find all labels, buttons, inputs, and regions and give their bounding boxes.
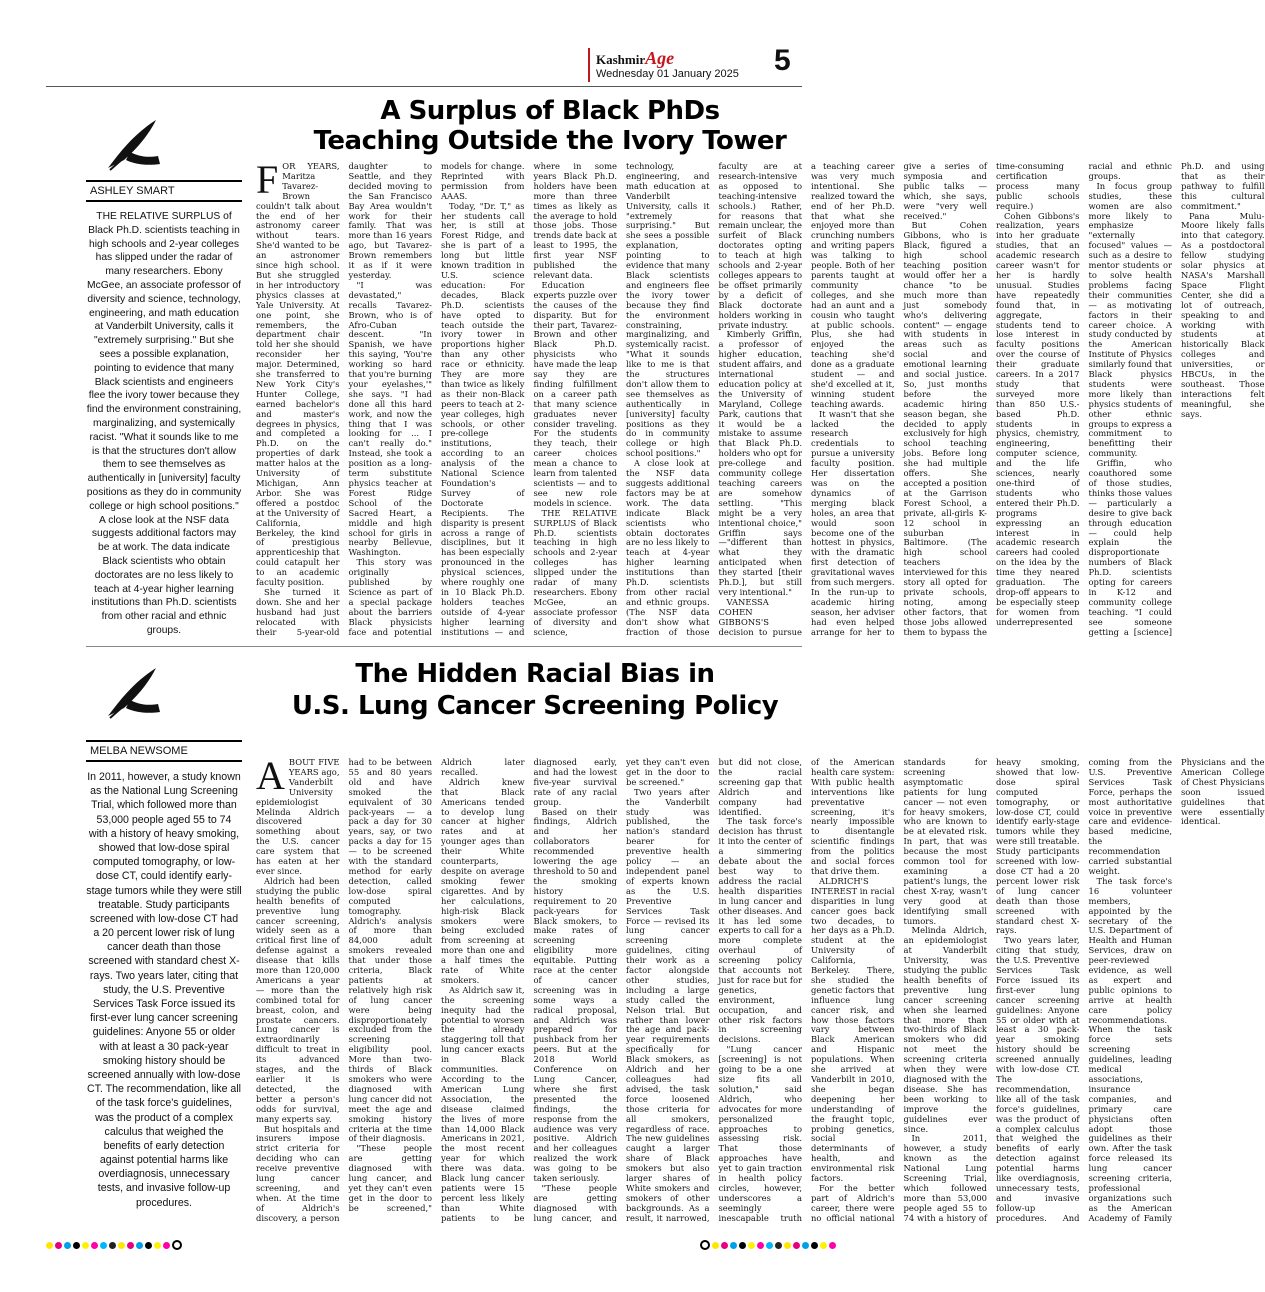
article1-paragraph: Education experts puzzle over the causes of the disparity. But for their part, Tavarez-Brown and other Black Ph.D. physicists who have made the leap say they are finding fulfillment on a career path that many science graduates never consider traveling. For the students they teach, their career choices mean a chance to learn from talented scientists — and to see new role models in science. [533, 279, 617, 508]
registration-dot [766, 1242, 773, 1249]
article1-summary: THE RELATIVE SURPLUS of Black Ph.D. scientists teaching in high schools and 2-year colleges has slipped under the radar of many researchers. Ebony McGee, an associate professor of diversity and science, technology, engineering, and math education at Vanderbilt University, calls it "extremely surprising." But she sees a possible explanation, pointing to evidence that many Black scientists and engineers flee the ivory tower because they find the environment constraining, marginalizing, and systemically racist. "What it sounds like to me is that the structures don't allow them to see themselves as authentically in [university] faculty positions as they do in community college or high school positions." A close look at the NSF data suggests additional factors may be at work. The data indicate Black scientists who obtain doctorates are no less likely to teach at 4-year higher learning institutions than Ph.D. scientists from other racial and ethnic groups. [86, 211, 242, 636]
brand-prefix: Kashmir [596, 52, 646, 67]
top-rule [46, 86, 802, 87]
registration-dot [775, 1242, 782, 1249]
print-color-marks-left [46, 1240, 182, 1250]
article1-paragraph: Kimberly Griffin, a professor of higher education, student affairs, and international education policy at the University of Maryland, College Park, cautions that it would be a mistake to assume that Black Ph.D. holders who opt for pre-college and community college teaching careers are somehow settling. "This might be a very intentional choice," Griffin says—"different than what they anticipated when they started [their Ph.D.], but still very intentional." [718, 329, 802, 597]
article1-paragraph: It wasn't that she lacked the research credentials to pursue a university faculty position. Her dissertation was on the dynamics of merging black holes, an area that would soon become one of the hottest in physics, with the dramatic first detection of gravitational waves from such mergers. In the run-up to academic hiring season, her adviser had even helped arrange for her to give a series of symposia and public talks — which, she says, were "very well received." [811, 161, 987, 637]
article2-summary: In 2011, however, a study known as the National Lung Screening Trial, which followed more than 53,000 people aged 55 to 74 with a history of heavy smoking, showed that low-dose spiral computed tomography, or low-dose CT, could identify early-stage tumors while they were still treatable. Study participants screened with low-dose CT had a 20 percent lower risk of lung cancer death than those screened with standard chest X-rays. Two years later, citing that study, the U.S. Preventive Services Task Force issued its first-ever lung cancer screening guidelines: Anyone 55 or older with at least a 30 pack-year smoking history should be screened annually with low-dose CT. The recommendation, like all of the task force's guidelines, was the product of a complex calculus that weighed the benefits of early detection against potential harms like overdiagnosis, unnecessary tests, and invasive follow-up procedures. [86, 771, 242, 1209]
article1-paragraph: VANESSA COHEN GIBBONS'S decision to pursue a teaching career was very much intentional. She realized toward the end of her Ph.D. that what she enjoyed more than crunching numbers and writing papers was talking to people. Both of her parents taught at community colleges, and she had an aunt and a cousin who taught at public schools. Plus, she had enjoyed the teaching she'd done as a graduate student — and she'd excelled at it, winning student teaching awards. [718, 161, 895, 637]
article1-dropcap: F [256, 157, 279, 202]
print-color-marks-right [700, 1240, 836, 1250]
article2-paragraph: For the better part of Aldrich's career, there were no official national standards for screening asymptomatic patients for lung cancer — not even for heavy smokers, who are known to be at elevated risk. In part, that was because the most common tool for examining a patient's lungs, the chest X-ray, wasn't very good at identifying small tumors. [811, 757, 987, 1223]
registration-dot [712, 1242, 719, 1249]
article1-paragraph: She turned it down. She and her husband had just relocated with their 5-year-old daughter to Seattle, and they decided moving to the San Francisco Bay Area wouldn't work for their family. That was more than 16 years ago, but Tavarez-Brown remembers it as if it were yesterday. [256, 161, 432, 637]
article2-lead-text: BOUT FIVE YEARS ago, Vanderbilt University epidemiologist Melinda Aldrich discovered something about the U.S. cancer care system that has eaten at her ever since. [256, 757, 340, 876]
registration-mark-icon [172, 1240, 182, 1250]
article2-paragraph: As Aldrich saw it, the screening inequity had the potential to worsen the already staggering toll that lung cancer exacts in Black communities. According to the American Lung Association, the disease claimed the lives of more than 14,000 Black Americans in 2021, the most recent year for which there was data. Black lung cancer patients were 15 percent less likely than White patients to be diagnosed early, and had the lowest five-year survival rate of any racial group. [441, 757, 617, 1223]
article1-headline-line1: A Surplus of Black PhDs [380, 96, 720, 126]
registration-dot [136, 1242, 143, 1249]
registration-dot [721, 1242, 728, 1249]
registration-dot [100, 1242, 107, 1249]
article2-paragraph: Two years later, citing that study, the U.S. Preventive Services Task Force issued its first-ever lung cancer screening guidelines: Anyone 55 or older with at least a 30 pack-year smoking history should be screened annually with low-dose CT. The recommendation, like all of the task force's guidelines, was the product of a complex calculus that weighed the benefits of early detection against potential harms like overdiagnosis, unnecessary tests, and invasive follow-up procedures. And coming from the U.S. Preventive Services Task Force, perhaps the most authoritative voice in preventive care and evidence-based medicine, the recommendation carried substantial weight. [996, 757, 1172, 1223]
registration-dot [82, 1242, 89, 1249]
article2-paragraph: The task force's decision has thrust it into the center of a simmering debate about the best way to address the racial health disparities in lung cancer and other diseases. And it has led some experts to call for a more complete overhaul of screening policy that accounts not just for race but for genetics, environment, occupation, and other risk factors in screening decisions. [718, 816, 802, 1045]
quill-pen-icon [100, 660, 166, 724]
article1-paragraph: This story was originally published by Science as part of a special package about the barriers Black physicists face and potential models for change. Reprinted with permission from AAAS. [348, 161, 525, 637]
article2-paragraph: "Lung cancer [screening] is not going to be a one size fits all solution," said Aldrich, who advocates for more personalized approaches to assessing risk. That those approaches have yet to gain traction in health policy circles, however, underscores a seemingly inescapable truth of the American health care system: With public health interventions like preventative screening, it's nearly impossible to disentangle scientific findings from the politics and social forces that drive them. [718, 757, 895, 1223]
registration-dot [802, 1242, 809, 1249]
article2-paragraph: Aldrich had been studying the public health benefits of preventive lung cancer screening, widely seen as a critical first line of defense against a disease that kills more than 120,000 Americans a year — more than the combined total for breast, colon, and prostate cancers. Lung cancer is extraordinarily difficult to treat in its advanced stages, and the earlier it is detected, the better a person's odds for survival, many experts say. [256, 875, 340, 1124]
registration-dot [820, 1242, 827, 1249]
article1-paragraph: "I was devastated," recalls Tavarez-Brown, who is of Afro-Cuban descent. "In Spanish, we have this saying, 'You're working so hard that you're burning your eyelashes,'" she says. "I had done all this hard work, and now the thing that I was looking for ... I can't really do." Instead, she took a position as a long-term substitute physics teacher at Forest Ridge School of the Sacred Heart, a middle and high school for girls in nearby Bellevue, Washington. [348, 279, 432, 558]
article1-headline [290, 96, 810, 156]
article1-sidebar [86, 180, 242, 638]
article2-paragraph: In 2011, however, a study known as the National Lung Screening Trial, which followed more than 53,000 people aged 55 to 74 with a history of heavy smoking, showed that low-dose spiral computed tomography, or low-dose CT, could identify early-stage tumors while they were still treatable. Study participants screened with low-dose CT had a 20 percent lower risk of lung cancer death than those screened with standard chest X-rays. [903, 757, 1080, 1223]
publication-date: Wednesday 01 January 2025 [596, 68, 739, 80]
registration-dot [739, 1242, 746, 1249]
article2-paragraph: Based on their findings, Aldrich and her collaborators recommended lowering the age threshold to 50 and the smoking history requirement to 20 pack-years for Black smokers, to make rates of screening eligibility more equitable. Putting race at the center of cancer screening was in some ways a radical proposal, and Aldrich was prepared for pushback from her peers. But at the 2018 World Conference on Lung Cancer, where she first presented the findings, the response from the audience was very positive. Aldrich and her colleagues realized the work was going to be taken seriously. [533, 806, 617, 1184]
publication-logo [596, 48, 674, 69]
registration-dot [793, 1242, 800, 1249]
article2-sidebar [86, 740, 242, 1210]
registration-dot [829, 1242, 836, 1249]
registration-dot [145, 1242, 152, 1249]
article2-byline: MELBA NEWSOME [86, 740, 242, 762]
brand-suffix: Age [645, 48, 675, 68]
masthead [588, 44, 798, 84]
article1-paragraph: Cohen Gibbons's realization, years into her graduate studies, that an academic research career wasn't for her is hardly unusual. Studies have repeatedly found that, in aggregate, students tend to lose interest in faculty positions over the course of their graduate careers. In a 2017 study that surveyed more than 850 U.S.-based Ph.D. students in physics, chemistry, engineering, computer science, and the life sciences, nearly one-third of students who entered their Ph.D. programs expressing an interest in academic research careers had cooled on the idea by the time they neared graduation. The drop-off appears to be especially steep for women from underrepresented racial and ethnic groups. [996, 161, 1172, 627]
article1-paragraph: But Cohen Gibbons, who is Black, figured a high school teaching position would offer her a chance "to be much more than just somebody who's delivering content" — engage with students in areas such as social and emotional learning and social justice. So, just months before the academic hiring season began, she decided to apply exclusively for high school teaching jobs. Before long she had multiple offers. She accepted a position at the Garrison Forest School, a private, all-girls K-12 school in suburban Baltimore. (The high school teachers interviewed for this story all opted for private schools, noting, among other factors, that those jobs allowed them to bypass the time-consuming certification process many public schools require.) [903, 161, 1080, 637]
article1-paragraph: In focus group studies, these women are also more likely to emphasize "externally focused" values — such as a desire to mentor students or to solve health problems facing their communities — as motivating factors in their career choice. A study conducted by the American Institute of Physics similarly found that Black physics students were more likely than physics students of other ethnic groups to express a commitment to benefitting their community. [1088, 180, 1172, 459]
registration-dot [91, 1242, 98, 1249]
article2-paragraph: But hospitals and insurers impose strict criteria for deciding who can receive preventive lung cancer screening, and when. At the time of Aldrich's discovery, a person had to be between 55 and 80 years old and have smoked the equivalent of 30 pack-years — a pack a day for 30 years, say, or two packs a day for 15 — to be screened with the standard method for early detection, called low-dose spiral computed tomography. Aldrich's analysis of more than 84,000 adult smokers revealed that under those criteria, Black patients at relatively high risk of lung cancer were being disproportionately excluded from the screening eligibility pool. More than two-thirds of Black smokers who were diagnosed with lung cancer did not meet the age and smoking history criteria at the time of their diagnosis. [256, 757, 432, 1223]
article1-paragraph: THE RELATIVE SURPLUS of Black Ph.D. scientists teaching in high schools and 2-year colleges has slipped under the radar of many researchers. Ebony McGee, an associate professor of diversity and science, technology, engineering, and math education at Vanderbilt University, calls it "extremely surprising." But she sees a possible explanation, pointing to evidence that many Black scientists and engineers flee the ivory tower because they find the environment constraining, marginalizing, and systemically racist. "What it sounds like to me is that the structures don't allow them to see themselves as authentically in [university] faculty positions as they do in community college or high school positions." [533, 161, 710, 637]
section-divider [86, 646, 802, 647]
article1-paragraph: Pana Mulu-Moore likely falls into that category. As a postdoctoral fellow studying solar physics at NASA's Marshall Space Flight Center, she did a lot of outreach, speaking to and working with students at historically Black colleges and universities, or HBCUs, in the southeast. Those interactions felt meaningful, she says. [1181, 210, 1265, 419]
quill-pen-icon [100, 112, 166, 176]
registration-dot [811, 1242, 818, 1249]
article1-byline: ASHLEY SMART [86, 180, 242, 202]
registration-mark-icon [700, 1240, 710, 1250]
article2-paragraph: "These people are getting diagnosed with lung cancer, and yet they can't even get in the door to be screened," Aldrich later recalled. [348, 757, 525, 1213]
registration-dot [154, 1242, 161, 1249]
article1-paragraph: A close look at the NSF data suggests additional factors may be at work. The data indicate Black scientists who obtain doctorates are no less likely to teach at 4-year higher learning institutions than Ph.D. scientists from other racial and ethnic groups. (The NSF data don't show what fraction of those faculty are at research-intensive as opposed to teaching-intensive schools.) Rather, for reasons that remain unclear, the surfeit of Black doctorates opting to teach at high schools and 2-year colleges appears to be offset primarily by a deficit of Black doctorate holders working in private industry. [626, 161, 802, 637]
article1-lead-text: OR YEARS, Maritza Tavarez-Brown couldn't talk about the end of her astronomy career without tears. She'd wanted to be an astronomer since high school. But she struggled in her introductory physics classes at Yale University. At one point, she remembers, the department chair told her she should reconsider her major. Determined, she transferred to New York City's Hunter College, earned bachelor's and master's degrees in physics, and completed a Ph.D. on the properties of dark matter halos at the University of Michigan, Ann Arbor. She was offered a postdoc at the University of California, Berkeley, the kind of prestigious apprenticeship that could catapult her to an academic faculty position. [256, 161, 340, 588]
article2-paragraph [256, 753, 340, 877]
registration-dot [127, 1242, 134, 1249]
registration-dot [46, 1242, 53, 1249]
article2-paragraph: The task force's 16 volunteer members, appointed by the secretary of the U.S. Department of Health and Human Services, draw on peer-reviewed evidence, as well as expert and public opinions to arrive at health care policy recommendations. When the task force sets screening guidelines, leading medical associations, insurance companies, and primary care physicians often adopt those guidelines as their own. After the task force released its lung cancer screening criteria, professional organizations such as the American Academy of Family Physicians and the American College of Chest Physicians soon issued guidelines that were essentially identical. [1088, 757, 1265, 1223]
registration-dot [55, 1242, 62, 1249]
article1-headline-line2: Teaching Outside the Ivory Tower [313, 126, 787, 156]
article2-paragraph: ALDRICH'S INTEREST in racial disparities in lung cancer goes back two decades, to her days as a Ph.D. student at the University of California, Berkeley. There, she studied the genetic factors that influence lung cancer risk, and how those factors vary between Black American and Hispanic populations. When she arrived at Vanderbilt in 2010, she began deepening her understanding of the fraught topic, probing genetics, social determinants of health, and environmental risk factors. [811, 875, 895, 1184]
registration-dot [73, 1242, 80, 1249]
page-number: 5 [774, 44, 791, 77]
masthead-accent-rule [588, 48, 590, 82]
registration-dot [64, 1242, 71, 1249]
article1-paragraph: Today, "Dr. T," as her students call her, is still at Forest Ridge, and she is part of a long but little known tradition in U.S. science education: For decades, Black Ph.D. scientists have opted to teach outside the ivory tower in proportions higher than any other race or ethnicity. They are more than twice as likely as their non-Black peers to teach at 2-year colleges, high schools, or other pre-college institutions, according to an analysis of the National Science Foundation's Survey of Doctorate Recipients. The disparity is present across a range of disciplines, but it has been especially pronounced in the physical sciences, where roughly one in 10 Black Ph.D. holders teaches outside of 4-year higher learning institutions — and where in some years Black Ph.D. holders have been more than three times as likely as the average to hold those jobs. Those trends date back at least to 1995, the first year NSF published the relevant data. [441, 161, 617, 637]
article2-dropcap: A [256, 753, 285, 798]
article2-paragraph: Two years after the Vanderbilt study was published, the nation's standard bearer for preventive health policy — an independent panel of experts known as the U.S. Preventive Services Task Force — revised its lung cancer screening guidelines, citing their work as a factor alongside other studies, including a large study called the Nelson trial. But rather than lower the age and pack-year requirements specifically for Black smokers, as Aldrich and her colleagues had advised, the task force loosened those criteria for all smokers, regardless of race. The new guidelines caught a larger share of Black smokers but also larger shares of White smokers and smokers of other backgrounds. As a result, it narrowed, but did not close, the racial screening gap that Aldrich and company had identified. [626, 757, 802, 1223]
article1-paragraph [256, 157, 340, 588]
article2-headline-line2: U.S. Lung Cancer Screening Policy [291, 691, 779, 721]
article1-body [256, 157, 1265, 640]
article2-headline [262, 658, 808, 722]
registration-dot [109, 1242, 116, 1249]
article2-paragraph: Melinda Aldrich, an epidemiologist at Vanderbilt University, was studying the public health benefits of preventive lung cancer screening when she learned that more than two-thirds of Black smokers who did not meet the screening criteria when they were diagnosed with the disease. She has been working to improve the guidelines ever since. [903, 925, 987, 1134]
registration-dot [730, 1242, 737, 1249]
article1-paragraph: Griffin, who coauthored some of those studies, thinks those values — particularly a desire to give back through education — could help explain the disproportionate numbers of Black Ph.D. scientists opting for careers in K-12 and community college teaching. "I could see someone getting a [science] Ph.D. and using that as their pathway to fulfill this cultural commitment." [1088, 161, 1265, 637]
registration-dot [118, 1242, 125, 1249]
article2-paragraph: Aldrich knew that Black Americans tended to develop lung cancer at higher rates and at younger ages than their White counterparts, despite on average smoking fewer cigarettes. And by her calculations, high-risk Black smokers were being excluded from screening at more than one and a half times the rate of White smokers. [441, 776, 525, 985]
registration-dot [163, 1242, 170, 1249]
article2-paragraph: "These people are getting diagnosed with lung cancer, and yet they can't even get in the door to be screened." [533, 757, 710, 1223]
article2-body [256, 753, 1265, 1232]
article2-headline-line1: The Hidden Racial Bias in [355, 659, 715, 689]
registration-dot [748, 1242, 755, 1249]
registration-dot [757, 1242, 764, 1249]
registration-dot [784, 1242, 791, 1249]
